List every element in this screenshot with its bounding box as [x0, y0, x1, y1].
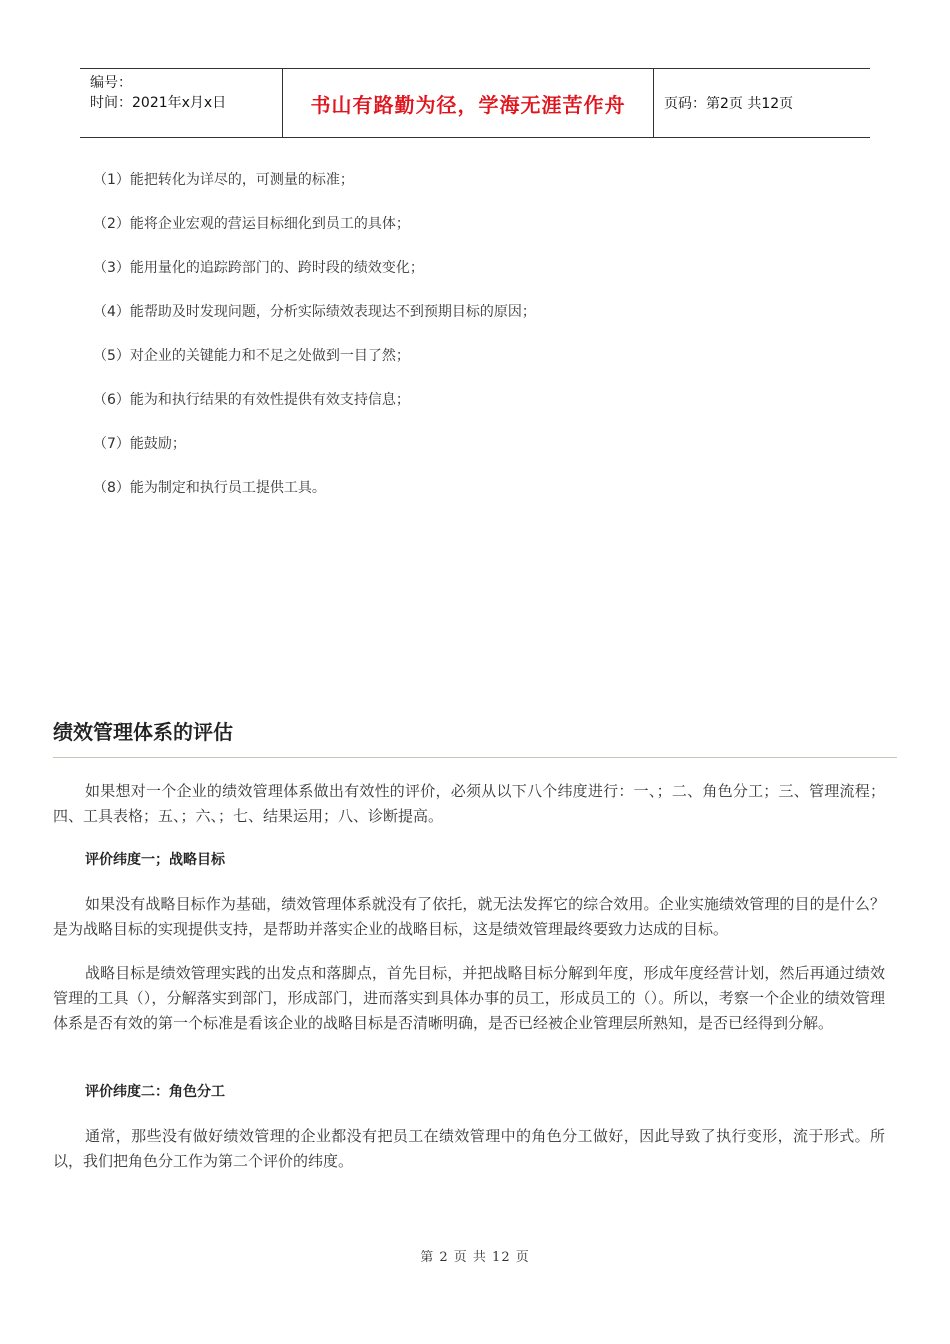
page-header — [80, 68, 870, 138]
section-title: 绩效管理体系的评估 — [53, 720, 233, 744]
intro-paragraph: 如果想对一个企业的绩效管理体系做出有效性的评价，必须从以下八个纬度进行：一、；二、角色分工；三、管理流程；四、工具表格；五、；六、；七、结果运用；八、诊断提高。 — [53, 782, 885, 825]
header-meta — [80, 69, 282, 137]
list-item: （8）能为制定和执行员工提供工具。 — [93, 480, 326, 496]
header-motto: 书山有路勤为径，学海无涯苦作舟 — [282, 69, 654, 137]
section-divider — [53, 757, 897, 758]
number-label: 编号： — [90, 75, 132, 91]
dimension-1-paragraph-1: 如果没有战略目标作为基础，绩效管理体系就没有了依托，就无法发挥它的综合效用。企业实施绩效管理的目的是什么？是为战略目标的实现提供支持，是帮助并落实企业的战略目标，这是绩效管理最终要致力达成的目标。 — [53, 895, 885, 938]
dimension-2-heading: 评价纬度二：角色分工 — [85, 1084, 225, 1100]
page-footer: 第 2 页 共 12 页 — [420, 1250, 530, 1265]
dimension-1-heading: 评价纬度一；战略目标 — [85, 852, 225, 868]
header-page-info: 页码：第2页 共12页 — [664, 96, 794, 112]
list-item: （1）能把转化为详尽的，可测量的标准； — [93, 172, 354, 188]
benefit-list — [93, 168, 536, 520]
list-item: （5）对企业的关键能力和不足之处做到一目了然； — [93, 348, 410, 364]
list-item: （3）能用量化的追踪跨部门的、跨时段的绩效变化； — [93, 260, 424, 276]
list-item: （4）能帮助及时发现问题，分析实际绩效表现达不到预期目标的原因； — [93, 304, 536, 320]
dimension-2-paragraph-1: 通常，那些没有做好绩效管理的企业都没有把员工在绩效管理中的角色分工做好，因此导致了执行变形，流于形式。所以，我们把角色分工作为第二个评价的纬度。 — [53, 1127, 885, 1170]
list-item: （6）能为和执行结果的有效性提供有效支持信息； — [93, 392, 410, 408]
list-item: （2）能将企业宏观的营运目标细化到员工的具体； — [93, 216, 410, 232]
list-item: （7）能鼓励； — [93, 436, 186, 452]
dimension-1-paragraph-2: 战略目标是绩效管理实践的出发点和落脚点，首先目标，并把战略目标分解到年度，形成年度经营计划，然后再通过绩效管理的工具（），分解落实到部门，形成部门，进而落实到具体办事的员工，形成员工的（）。所以，考察一个企业的绩效管理体系是否有效的第一个标准是看该企业的战略目标是否清晰明确，是否已经被企业管理层所熟知，是否已经得到分解。 — [53, 964, 885, 1032]
time-label: 时间：2021年x月x日 — [90, 95, 227, 111]
